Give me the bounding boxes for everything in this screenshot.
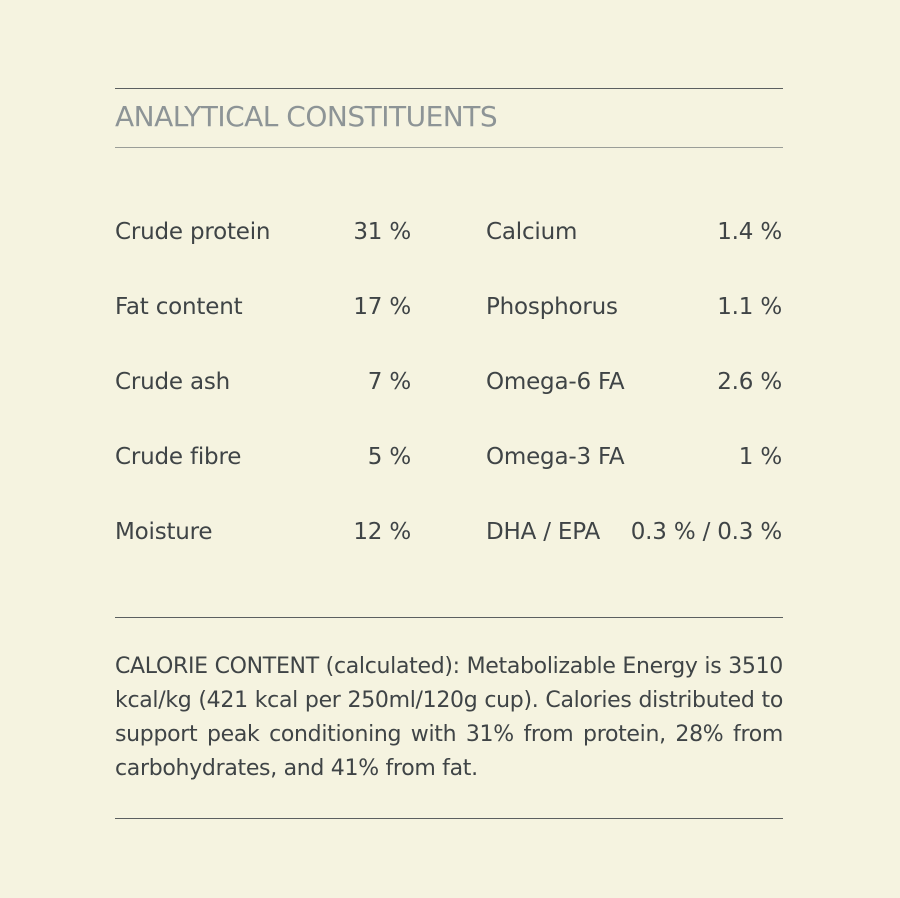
constituent-name: Crude ash	[115, 369, 231, 395]
top-divider	[115, 88, 783, 89]
constituent-row	[486, 369, 782, 403]
constituent-row	[486, 219, 782, 253]
constituent-name: Crude fibre	[115, 444, 242, 470]
constituent-row	[115, 369, 411, 403]
title-underline	[115, 147, 783, 148]
constituent-value: 7 %	[367, 369, 411, 395]
calorie-content-text: (calculated): Metabolizable Energy is 3510 kcal/kg (421 kcal per 250ml/120g cup). Calories distributed to support peak conditioning with 31% from protein, 28% from carbohydrates, and 41% from fat.	[115, 654, 783, 781]
constituent-name: Crude protein	[115, 219, 271, 245]
calorie-content-label: CALORIE CONTENT	[115, 654, 319, 679]
constituent-value: 17 %	[353, 294, 411, 320]
constituent-row	[486, 294, 782, 328]
calorie-content-paragraph	[115, 650, 783, 786]
constituent-value: 5 %	[367, 444, 411, 470]
constituent-row	[486, 519, 782, 553]
constituent-value: 12 %	[353, 519, 411, 545]
constituent-row	[115, 294, 411, 328]
constituent-name: Calcium	[486, 219, 578, 245]
constituent-name: DHA / EPA	[486, 519, 600, 545]
constituent-value: 2.6 %	[717, 369, 782, 395]
constituent-value: 31 %	[353, 219, 411, 245]
middle-divider	[115, 617, 783, 618]
constituent-name: Moisture	[115, 519, 213, 545]
constituent-row	[486, 444, 782, 478]
constituent-value: 1 %	[738, 444, 782, 470]
constituent-row	[115, 219, 411, 253]
constituent-name: Omega-3 FA	[486, 444, 625, 470]
bottom-divider	[115, 818, 783, 819]
constituent-name: Omega-6 FA	[486, 369, 625, 395]
constituent-value: 1.4 %	[717, 219, 782, 245]
constituent-row	[115, 519, 411, 553]
constituent-value: 0.3 % / 0.3 %	[630, 519, 782, 545]
section-title: ANALYTICAL CONSTITUENTS	[115, 100, 498, 133]
constituent-row	[115, 444, 411, 478]
constituent-value: 1.1 %	[717, 294, 782, 320]
constituent-name: Phosphorus	[486, 294, 618, 320]
constituent-name: Fat content	[115, 294, 243, 320]
